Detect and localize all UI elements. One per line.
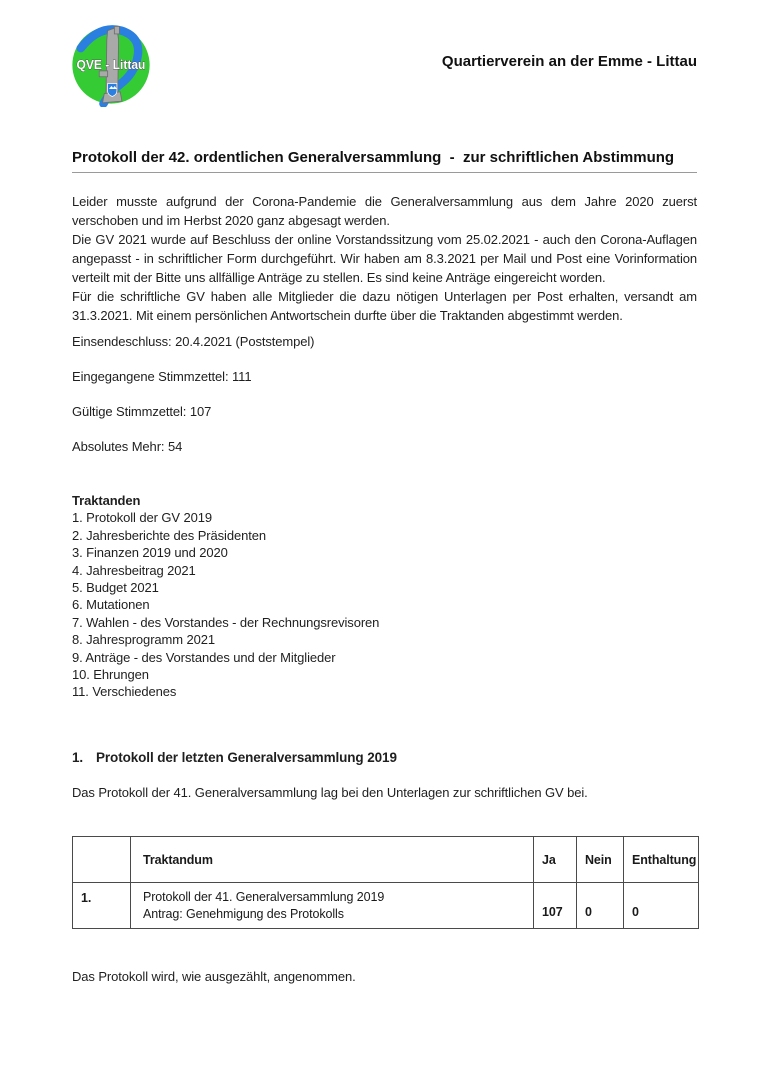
agenda-item: 5. Budget 2021 bbox=[72, 580, 159, 596]
table-header-number bbox=[73, 837, 131, 883]
agenda-item: 8. Jahresprogramm 2021 bbox=[72, 632, 216, 648]
valid-ballots-line: Gültige Stimmzettel: 107 bbox=[72, 404, 212, 419]
document-title: Protokoll der 42. ordentlichen Generalversammlung - zur schriftlichen Abstimmung bbox=[72, 149, 697, 173]
agenda-heading: Traktanden bbox=[72, 493, 141, 508]
intro-paragraph: Für die schriftliche GV haben alle Mitglieder die dazu nötigen Unterlagen per Post erhalten, versandt am 31.3.2021. Mit einem persönlichen Antwortschein durfte über die Traktanden abgestimmt werden. bbox=[72, 289, 697, 323]
section-1-heading bbox=[72, 750, 397, 765]
table-row bbox=[73, 883, 699, 929]
result-text: Das Protokoll wird, wie ausgezählt, angenommen. bbox=[72, 969, 356, 984]
row-ja-cell: 107 bbox=[534, 883, 577, 929]
table-header-enthaltung: Enthaltung bbox=[624, 837, 699, 883]
agenda-list bbox=[72, 492, 379, 701]
intro-paragraph: Die GV 2021 wurde auf Beschluss der online Vorstandssitzung vom 25.02.2021 - auch den Corona-Auflagen angepasst - in schriftlicher Form durchgeführt. Wir haben am 8.3.2021 per Mail und Post eine Vorinformation verteilt mit der Bitte uns allfällige Anträge zu stellen. Es sind keine Anträge eingereicht worden. bbox=[72, 232, 697, 285]
deadline-line: Einsendeschluss: 20.4.2021 (Poststempel) bbox=[72, 334, 315, 349]
section-1-body: Das Protokoll der 41. Generalversammlung lag bei den Unterlagen zur schriftlichen GV bei. bbox=[72, 785, 588, 800]
row-enthaltung-cell: 0 bbox=[624, 883, 699, 929]
agenda-item: 10. Ehrungen bbox=[72, 667, 149, 683]
row-nein-cell: 0 bbox=[577, 883, 624, 929]
intro-paragraphs bbox=[72, 192, 697, 325]
agenda-item: 7. Wahlen - des Vorstandes - der Rechnungsrevisoren bbox=[72, 614, 380, 630]
agenda-item: 11. Verschiedenes bbox=[72, 684, 177, 700]
agenda-item: 1. Protokoll der GV 2019 bbox=[72, 510, 212, 526]
traktandum-line-1: Protokoll der 41. Generalversammlung 2019 bbox=[143, 889, 385, 904]
intro-paragraph: Leider musste aufgrund der Corona-Pandemie die Generalversammlung aus dem Jahre 2020 zuerst verschoben und im Herbst 2020 ganz abgesagt werden. bbox=[72, 194, 697, 228]
agenda-item: 2. Jahresberichte des Präsidenten bbox=[72, 527, 266, 543]
traktandum-line-2: Antrag: Genehmigung des Protokolls bbox=[143, 906, 344, 921]
voting-results-table bbox=[72, 836, 699, 929]
absolute-majority-line: Absolutes Mehr: 54 bbox=[72, 439, 183, 454]
agenda-item: 4. Jahresbeitrag 2021 bbox=[72, 562, 196, 578]
section-number: 1. bbox=[72, 750, 84, 765]
agenda-item: 6. Mutationen bbox=[72, 597, 150, 613]
table-header-traktandum: Traktandum bbox=[131, 837, 534, 883]
row-number-cell: 1. bbox=[73, 883, 131, 929]
row-traktandum-cell bbox=[131, 883, 534, 929]
org-name: Quartierverein an der Emme - Littau bbox=[441, 53, 697, 70]
agenda-item: 3. Finanzen 2019 und 2020 bbox=[72, 545, 228, 561]
qve-littau-logo-icon bbox=[69, 23, 153, 107]
received-ballots-line: Eingegangene Stimmzettel: 111 bbox=[72, 369, 252, 384]
logo-text: QVE - Littau bbox=[76, 58, 146, 73]
agenda-item: 9. Anträge - des Vorstandes und der Mitglieder bbox=[72, 649, 336, 665]
table-header-nein: Nein bbox=[577, 837, 624, 883]
table-header-row bbox=[73, 837, 699, 883]
section-title: Protokoll der letzten Generalversammlung 2019 bbox=[96, 750, 397, 765]
table-header-ja: Ja bbox=[534, 837, 577, 883]
